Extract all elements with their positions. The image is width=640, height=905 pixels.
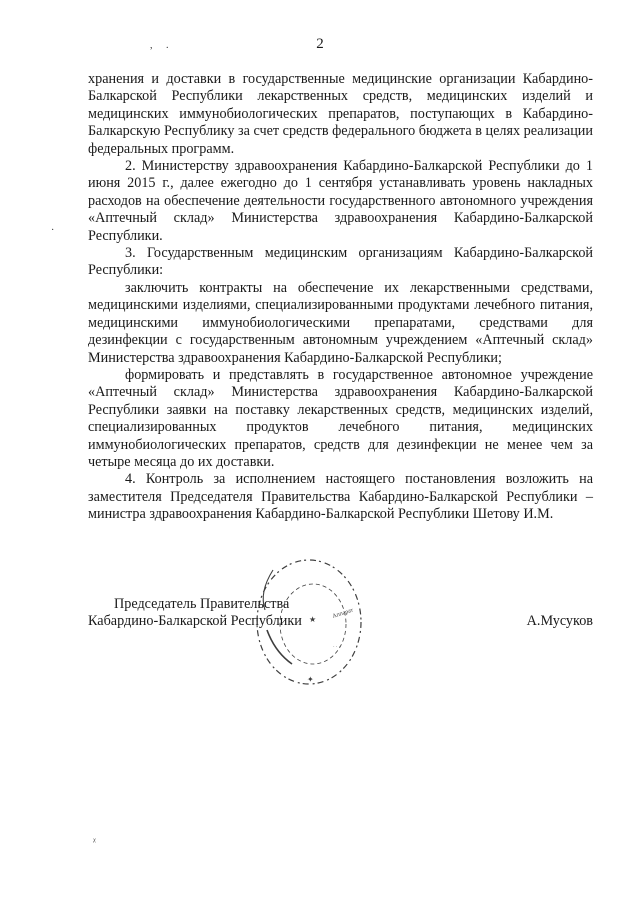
signatory-name: А.Мусуков bbox=[526, 613, 593, 629]
scan-speck: . bbox=[166, 40, 169, 51]
paragraph-item-3-sub-1: заключить контракты на обеспечение их лекарственными средствами, медицинскими изделиями, специализированными продуктами лечебного питания, медицинскими иммунобиологическими препаратами, средствами для дезинфекции с государственным автономным учреждением «Аптечный склад» Министерства здравоохранения Кабардино-Балкарской Республики; bbox=[88, 279, 593, 366]
paragraph-item-4: 4. Контроль за исполнением настоящего постановления возложить на заместителя Председателя Правительства Кабардино-Балкарской Республики – министра здравоохранения Кабардино-Балкарской Республики Шетову И.М. bbox=[88, 471, 593, 523]
svg-text:✦: ✦ bbox=[307, 675, 314, 684]
signatory-title-line-1: Председатель Правительства bbox=[114, 596, 290, 612]
signature-block bbox=[88, 596, 593, 636]
paragraph-item-3: 3. Государственным медицинским организациям Кабардино-Балкарской Республики: bbox=[88, 245, 593, 279]
scan-speck: , bbox=[150, 40, 153, 51]
svg-text:★: ★ bbox=[309, 615, 317, 624]
paragraph-item-2: 2. Министерству здравоохранения Кабардино-Балкарской Республики до 1 июня 2015 г., далее ежегодно до 1 сентября устанавливать уровень накладных расходов на обеспечение деятельности государственного автономного учреждения «Аптечный склад» Министерства здравоохранения Кабардино-Балкарской Республики. bbox=[88, 158, 593, 244]
signatory-title bbox=[88, 596, 302, 631]
svg-text:· · ·: · · · bbox=[333, 645, 341, 650]
paragraph-item-3-sub-2: формировать и представлять в государственное автономное учреждение «Аптечный склад» Министерства здравоохранения Кабардино-Балкарской Республики заявки на поставку лекарственных средств, медицинских изделий, специализированных продуктов лечебного питания, медицинских иммунобиологических препаратов, средств для дезинфекции не менее чем за четыре месяца до их доставки. bbox=[88, 366, 593, 470]
document-body bbox=[88, 71, 593, 524]
scan-speck: ᵡ bbox=[93, 836, 96, 847]
stamp-text: Аппарат bbox=[331, 607, 355, 620]
scan-speck: · bbox=[51, 225, 55, 236]
page-number: 2 bbox=[316, 36, 324, 52]
paragraph-continuation: хранения и доставки в государственные медицинские организации Кабардино-Балкарской Республики лекарственных средств, медицинских изделий и медицинских иммунобиологических препаратов, поступающих в Кабардино-Балкарскую Республику за счет средств федерального бюджета в целях реализации федеральных программ. bbox=[88, 71, 593, 157]
signatory-title-line-2: Кабардино-Балкарской Республики bbox=[88, 613, 302, 630]
